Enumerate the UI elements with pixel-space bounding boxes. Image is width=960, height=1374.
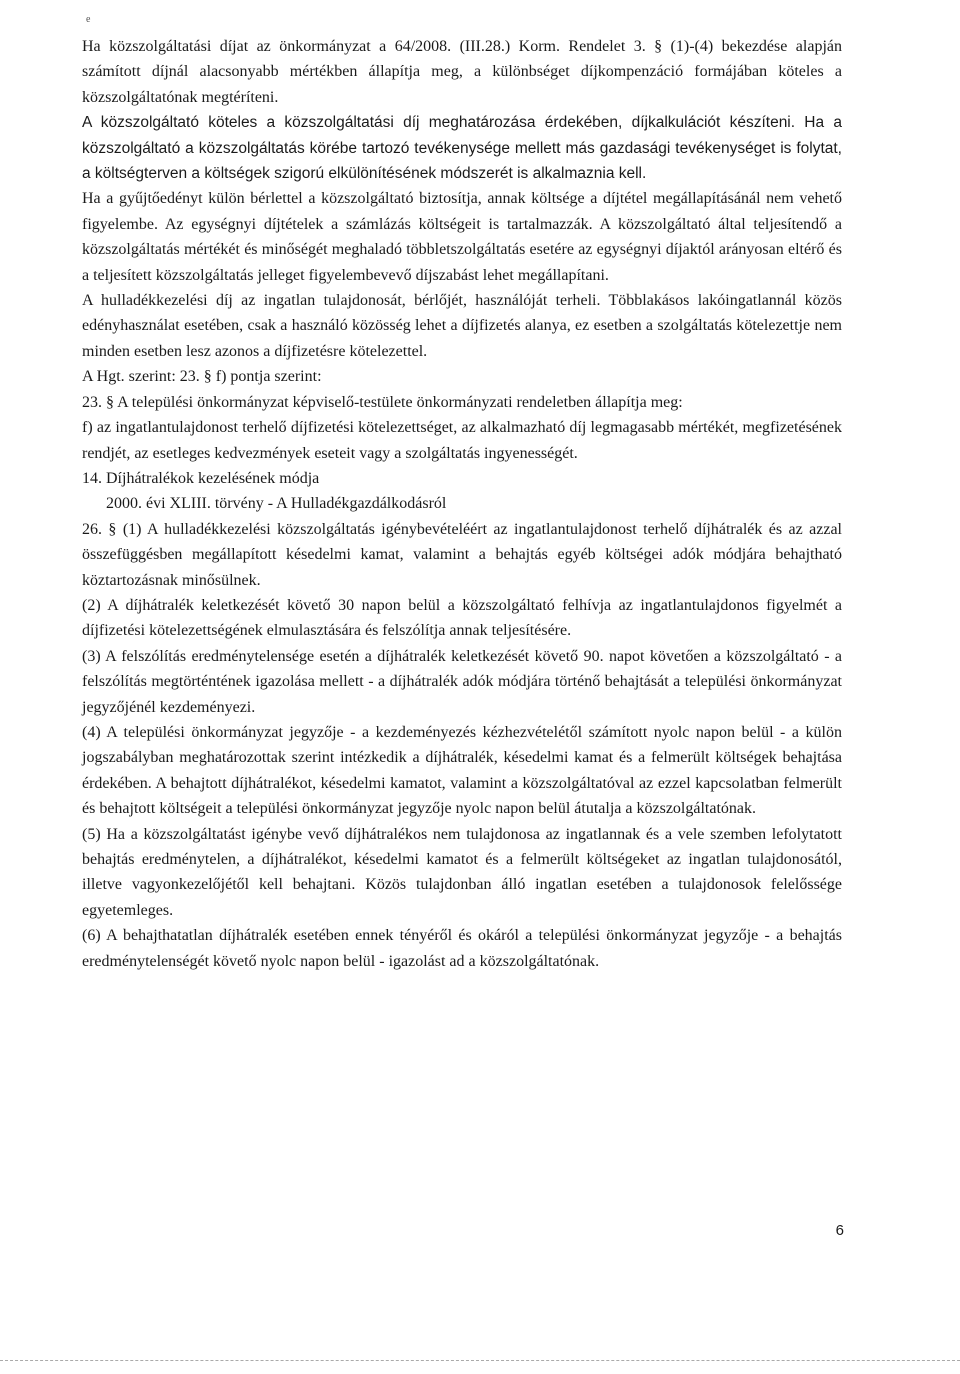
paragraph-26-3: (3) A felszólítás eredménytelensége esetén a díjhátralék keletkezését követő 90. napot követően a közszolgáltató - a felszólítás megtörténtének igazolása mellett - a díjhátralék adók módjára történő behajtását a települési önkormányzat jegyzőjénél kezdeményezi. <box>82 647 842 716</box>
document-page <box>82 34 842 974</box>
section-heading-arrears: 14. Díjhátralékok kezelésének módja <box>82 469 320 487</box>
paragraph-waste-fee: A hulladékkezelési díj az ingatlan tulajdonosát, bérlőjét, használóját terheli. Többlakásos lakóingatlannál közös edényhasználat esetében, csak a használó közösség lehet a díjfizetés alanya, ez esetben a szolgáltatás kötelezettje nem minden esetben lesz azonos a díjfizetésre kötelezettel. <box>82 292 842 360</box>
paragraph-section-23: 23. § A települési önkormányzat képviselő-testülete önkormányzati rendeletben állapítja meg: <box>82 393 683 411</box>
paragraph-26-2: (2) A díjhátralék keletkezését követő 30 napon belül a közszolgáltató felhívja az ingatlantulajdonos figyelmét a díjfizetési kötelezettségének elmulasztására és felszólítja annak teljesítésére. <box>82 596 842 640</box>
paragraph-26-5: (5) Ha a közszolgáltatást igénybe vevő díjhátralékos nem tulajdonosa az ingatlannak és a vele szemben lefolytatott behajtás eredménytelen, a díjhátralékot, késedelmi kamatot és a felmerült költségeket az ingatlan tulajdonosától, illetve vagyonkezelőjétől kell behajtani. Közös tulajdonban álló ingatlan esetében a tulajdonosok felelőssége egyetemleges. <box>82 825 842 919</box>
corner-mark: e <box>86 14 91 25</box>
paragraph-26-1: 26. § (1) A hulladékkezelési közszolgáltatás igénybevételéért az ingatlantulajdonost terhelő díjhátralék és az azzal összefüggésben megállapított késedelmi kamat, valamint a behajtás egyéb költségei adók módjára behajtható köztartozásnak minősülnek. <box>82 520 842 589</box>
paragraph-compensation: Ha közszolgáltatási díjat az önkormányzat a 64/2008. (III.28.) Korm. Rendelet 3. § (1)-(4) bekezdése alapján számított díjnál alacsonyabb mértékben állapítja meg, a különbséget díjkompenzáció formájában köteles a közszolgáltatónak megtéríteni. <box>82 38 842 106</box>
paragraph-26-6: (6) A behajthatatlan díjhátralék esetében ennek tényéről és okáról a települési önkormányzat jegyzője - a behajtás eredménytelenségét követő nyolc napon belül - igazolást ad a közszolgáltatónak. <box>82 927 842 970</box>
paragraph-hgt-reference: A Hgt. szerint: 23. § f) pontja szerint: <box>82 368 322 386</box>
page-number: 6 <box>835 1222 844 1239</box>
law-title: 2000. évi XLIII. törvény - A Hulladékgazdálkodásról <box>106 495 447 513</box>
paragraph-26-4: (4) A települési önkormányzat jegyzője - a kezdeményezés kézhezvételétől számított nyolc napon belül - a külön jogszabályban meghatározottak szerint intézkedik a díjhátralék, késedelmi kamat és a felmerült költségek behajtása érdekében. A behajtott díjhátralékot, késedelmi kamatot, valamint a közszolgáltatóval az ezzel kapcsolatban felmerült és behajtott költségeit a települési önkormányzat jegyzője nyolc napon belül átutalja a közszolgáltatónak. <box>82 723 842 818</box>
scan-bottom-edge <box>0 1360 960 1361</box>
paragraph-point-f: f) az ingatlantulajdonost terhelő díjfizetési kötelezettséget, az alkalmazható díj legmagasabb mértékét, megfizetésének rendjét, az esetleges kedvezmények eseteit vagy a szolgáltatás ingyenességét. <box>82 419 842 462</box>
paragraph-calculation: A közszolgáltató köteles a közszolgáltatási díj meghatározása érdekében, díjkalkulációt készíteni. Ha a közszolgáltató a közszolgáltatás körébe tartozó tevékenysége mellett más gazdasági tevékenységet is folytat, a költségterven a költségek szigorú elkülönítésének módszerét is alkalmaznia kell. <box>82 114 842 183</box>
paragraph-container-rental: Ha a gyűjtőedényt külön bérlettel a közszolgáltató biztosítja, annak költsége a díjtétel megállapításánál nem vehető figyelembe. Az egységnyi díjtételek a számlázás költségeit is tartalmazzák. A közszolgáltató által teljesítendő a közszolgáltatás mértékét és minőségét meghaladó többletszolgáltatás esetére az egységnyi díjaktól arányosan eltérő és a teljesített közszolgáltatás jelleget figyelembevevő díjszabást lehet megállapítani. <box>82 190 842 284</box>
